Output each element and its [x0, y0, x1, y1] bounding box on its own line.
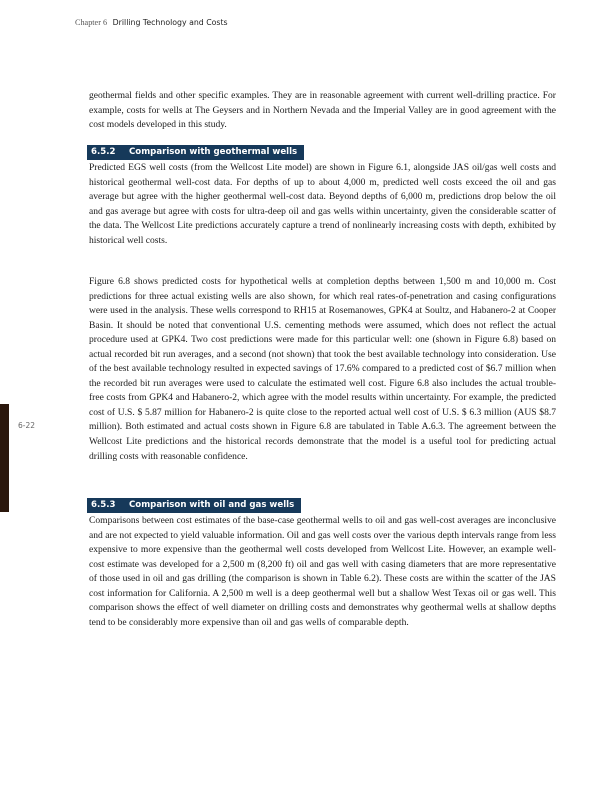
section-number: 6.5.2: [91, 147, 116, 157]
section-heading-6-5-2: [87, 145, 304, 160]
running-head: [75, 17, 228, 27]
section-6-5-2-body-2: [89, 275, 556, 464]
body-paragraph: Figure 6.8 shows predicted costs for hypothetical wells at completion depths between 1,500 m and 10,000 m. Cost predictions for three actual existing wells are also shown, for which real rates-of-penetration and casing configurations were used in the analysis. These wells correspond to RH15 at Rosemanowes, GPK4 at Soultz, and Habanero-2 at Cooper Basin. It should be noted that conventional U.S. cementing methods were assumed, which does not reflect the actual procedure used at GPK4. Two cost predictions were made for this particular well: one (shown in Figure 6.8) based on actual recorded bit run averages, and a second (not shown) that took the best available technology into consideration. Use of the best available technology resulted in expected savings of 17.6% compared to a predicted cost of $6.7 million when the recorded bit run averages were used to calculate the estimated well cost. Figure 6.8 also includes the actual trouble-free costs from GPK4 and Habanero-2, which agree with the model results within uncertainty. For example, the predicted cost of U.S. $ 5.87 million for Habanero-2 is quite close to the reported actual well cost of U.S. $ 6.3 million (AUS $8.7 million). Both estimated and actual costs shown in Figure 6.8 are tabulated in Table A.6.3. The agreement between the Wellcost Lite predictions and the historical records demonstrate that the model is a useful tool for predicting actual drilling costs with reasonable confidence.: [89, 276, 556, 462]
intro-block: [89, 89, 556, 133]
section-title: Comparison with geothermal wells: [129, 147, 298, 157]
chapter-title: Drilling Technology and Costs: [112, 18, 228, 27]
section-6-5-3-body: [89, 514, 556, 630]
section-title: Comparison with oil and gas wells: [129, 500, 295, 510]
body-paragraph: Comparisons between cost estimates of the base-case geothermal wells to oil and gas well-cost averages are inconclusive and are not expected to yield valuable information. Oil and gas well costs over the various depth intervals range from less expensive to more expensive than the geothermal well costs developed from Wellcost Lite. However, an example well-cost estimate was developed for a 2,500 m (8,200 ft) oil and gas well with casing diameters that are more representative of those used in oil and gas drilling (the comparison is shown in Table 6.2). These costs are within the scatter of the JAS cost information for California. A 2,500 m well is a deep geothermal well but a shallow West Texas oil or gas well. This comparison shows the effect of well diameter on drilling costs and demonstrates why geothermal wells at shallow depths tend to be considerably more expensive than oil and gas wells of comparable depth.: [89, 515, 556, 628]
intro-paragraph: geothermal fields and other specific examples. They are in reasonable agreement with current well-drilling practice. For example, costs for wells at The Geysers and in Northern Nevada and the Imperial Valley are in good agreement with the cost models developed in this study.: [89, 90, 556, 131]
section-heading-6-5-3: [87, 498, 301, 513]
page-number: 6-22: [18, 421, 36, 430]
body-paragraph: Predicted EGS well costs (from the Wellcost Lite model) are shown in Figure 6.1, alongside JAS oil/gas well costs and historical geothermal well-cost data. For depths of up to about 4,000 m, predicted well costs exceed the oil and gas average but agree with the higher geothermal well-cost data. Beyond depths of 6,000 m, predictions drop below the oil and gas average but agree with costs for ultra-deep oil and gas wells within uncertainty, given the considerable scatter of the data. The Wellcost Lite predictions accurately capture a trend of nonlinearly increasing costs with depth, exhibited by historical well costs.: [89, 162, 556, 246]
chapter-label: Chapter 6: [75, 18, 108, 27]
section-6-5-2-body: [89, 161, 556, 248]
section-number: 6.5.3: [91, 500, 116, 510]
page-edge-tab: [0, 404, 9, 512]
